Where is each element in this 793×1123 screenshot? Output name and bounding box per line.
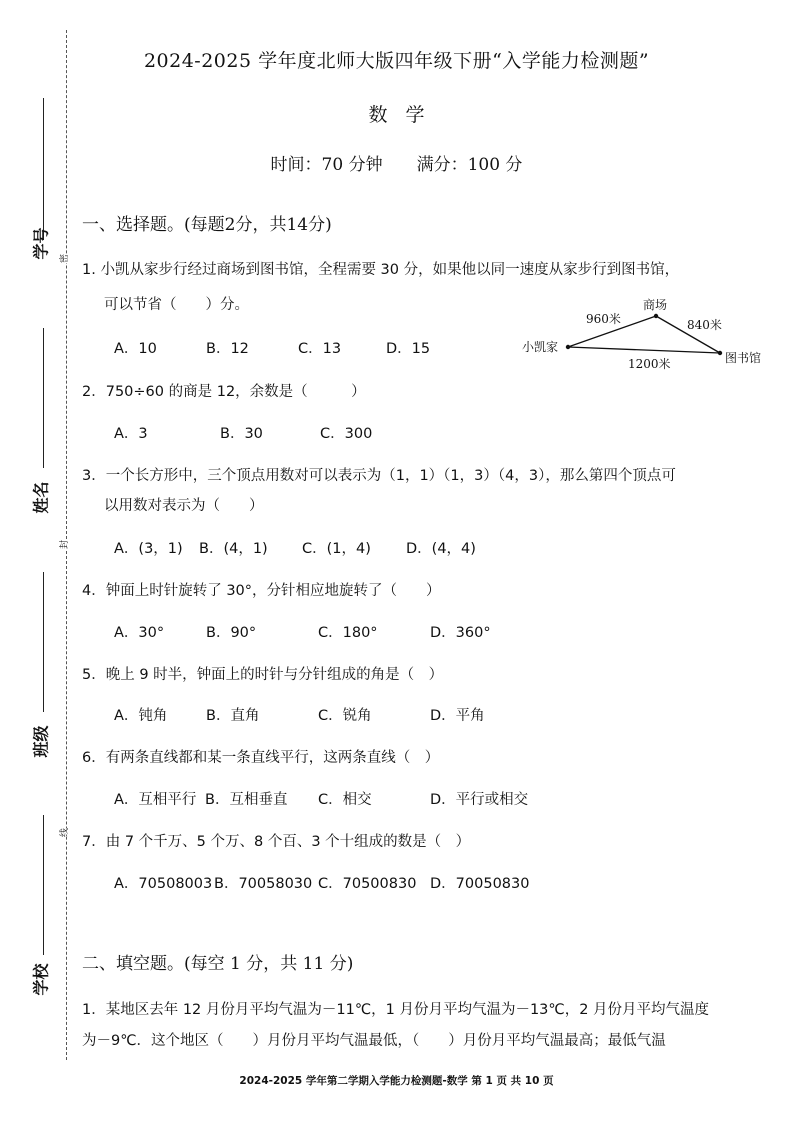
class-label: 班级 [31, 725, 51, 758]
binding-line-3 [43, 572, 44, 712]
q6-option-c: C．相交 [318, 792, 372, 808]
q1-text-line1: 1. 小凯从家步行经过商场到图书馆，全程需要 30 分，如果他以同一速度从家步行到图书馆， [82, 262, 680, 278]
q4-option-d: D．360° [430, 625, 491, 641]
name-label: 姓名 [31, 481, 51, 514]
q4-option-a: A．30° [114, 625, 165, 641]
q3-text-line1: 3．一个长方形中，三个顶点用数对可以表示为（1，1）（1，3）（4，3），那么第四个顶点可 [82, 468, 676, 484]
q2-text: 2．750÷60 的商是 12，余数是（ ） [82, 384, 366, 400]
q6-option-b: B．互相垂直 [205, 792, 288, 808]
home-point [566, 345, 570, 349]
q5-option-d: D．平角 [430, 708, 485, 724]
q1-text-line2: 可以节省（ ）分。 [104, 297, 249, 313]
q2-option-b: B．30 [220, 426, 263, 442]
q1-option-b: B．12 [206, 341, 249, 357]
fill-q1-line1: 1．某地区去年 12 月份月平均气温为－11℃，1 月份月平均气温为－13℃，2 月份月平均气温度 [82, 1002, 710, 1018]
mall-point [654, 314, 658, 318]
binding-line-2 [43, 328, 44, 468]
q3-option-d: D．(4，4) [406, 541, 476, 557]
home-library-edge [568, 347, 720, 353]
q6-text: 6．有两条直线都和某一条直线平行，这两条直线（ ） [82, 750, 440, 766]
q7-option-c: C．70500830 [318, 876, 417, 892]
seal-mark-mi: 密 [57, 254, 70, 263]
q4-text: 4．钟面上时针旋转了 30°，分针相应地旋转了（ ） [82, 583, 441, 599]
q2-option-a: A．3 [114, 426, 148, 442]
q5-option-b: B．直角 [206, 708, 260, 724]
binding-line-4 [43, 815, 44, 955]
q1-option-c: C．13 [298, 341, 342, 357]
subject-title: 数学 [368, 104, 443, 126]
q7-text: 7．由 7 个千万、5 个万、8 个百、3 个十组成的数是（ ） [82, 834, 471, 850]
home-library-distance: 1200米 [628, 357, 671, 371]
route-diagram [515, 290, 780, 375]
mall-library-distance: 840米 [687, 318, 722, 332]
seal-mark-xian: 线 [57, 828, 70, 837]
library-point [718, 351, 722, 355]
q1-option-a: A．10 [114, 341, 157, 357]
q1-option-d: D．15 [386, 341, 431, 357]
q5-text: 5．晚上 9 时半，钟面上的时针与分针组成的角是（ ） [82, 667, 444, 683]
q7-option-b: B．70058030 [214, 876, 313, 892]
home-mall-distance: 960米 [586, 312, 621, 326]
q5-option-a: A．钝角 [114, 708, 168, 724]
q3-option-a: A．(3，1) [114, 541, 183, 557]
q3-option-c: C．(1，4) [302, 541, 371, 557]
q6-option-d: D．平行或相交 [430, 792, 529, 808]
fill-q1-line2: 为－9℃．这个地区（ ）月份月平均气温最低，（ ）月份月平均气温最高；最低气温 [82, 1033, 666, 1049]
q7-option-a: A．70508003 [114, 876, 213, 892]
q4-option-b: B．90° [206, 625, 257, 641]
home-label: 小凯家 [522, 340, 559, 354]
q3-option-b: B．(4，1) [199, 541, 268, 557]
seal-mark-feng: 封 [57, 540, 70, 549]
student-number-label: 学号 [31, 227, 51, 260]
q6-option-a: A．互相平行 [114, 792, 197, 808]
q2-option-c: C．300 [320, 426, 373, 442]
q3-text-line2: 以用数对表示为（ ） [104, 498, 264, 514]
section2-heading: 二、填空题。(每空 1 分，共 11 分) [82, 954, 354, 974]
mall-label: 商场 [643, 298, 668, 312]
q7-option-d: D．70050830 [430, 876, 530, 892]
exam-title: 2024-2025 学年度北师大版四年级下册“入学能力检测题” [143, 50, 650, 72]
q5-option-c: C．锐角 [318, 708, 372, 724]
school-label: 学校 [31, 963, 51, 996]
q4-option-c: C．180° [318, 625, 378, 641]
page-footer: 2024-2025 学年第二学期入学能力检测题-数学 第 1 页 共 10 页 [239, 1075, 554, 1087]
time-and-score: 时间：70 分钟 满分：100 分 [270, 155, 523, 175]
library-label: 图书馆 [725, 351, 762, 365]
section1-heading: 一、选择题。(每题2分，共14分) [82, 215, 332, 235]
